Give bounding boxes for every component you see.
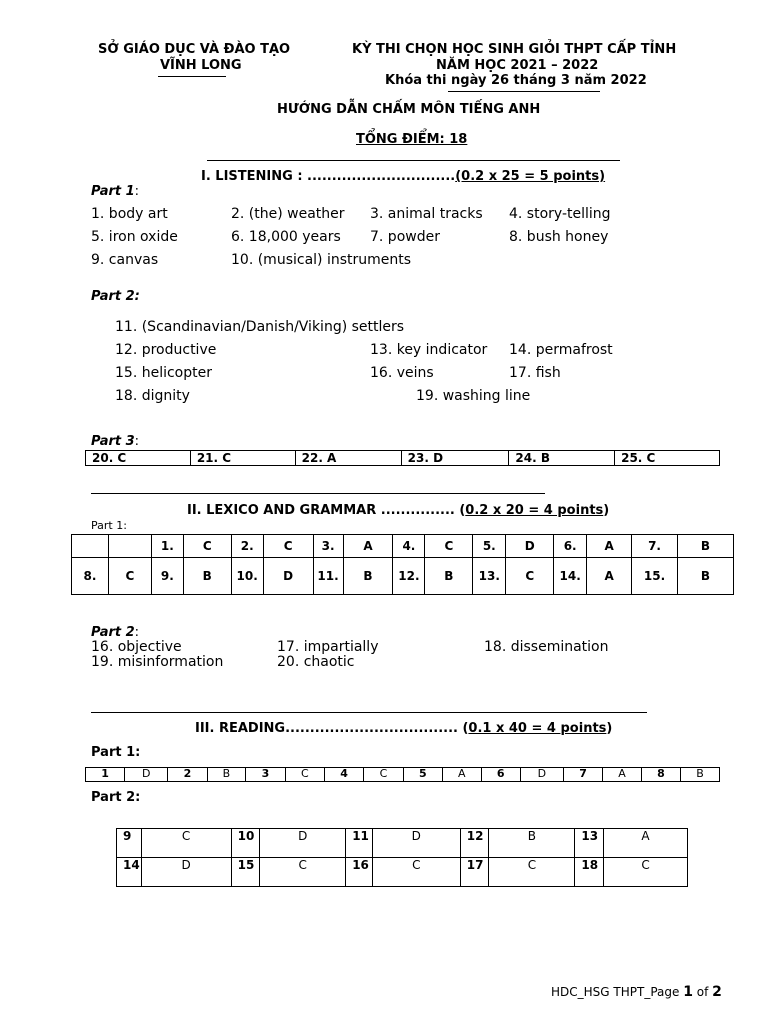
list-item: 9. canvas	[91, 252, 159, 268]
reading-part1-label: Part 1:	[91, 745, 141, 760]
answer-cell: C	[489, 858, 575, 887]
answer-cell: D	[263, 558, 313, 595]
listening-part1-label: Part 1:	[91, 184, 140, 199]
answer-cell: 4.	[393, 535, 425, 558]
school-year: NĂM HỌC 2021 – 2022	[436, 58, 599, 73]
answer-cell: 10	[231, 829, 260, 858]
list-item: 17. impartially	[277, 639, 379, 655]
answer-cell: C	[604, 858, 688, 887]
list-item: 19. misinformation	[91, 654, 224, 670]
list-item: 12. productive	[115, 342, 217, 358]
province-name: VĨNH LONG	[160, 58, 242, 73]
list-item: 5. iron oxide	[91, 229, 178, 245]
page-footer: HDC_HSG THPT_Page 1 of 2	[551, 984, 722, 1000]
lexico-points: 0.2 x 20 = 4 points	[465, 503, 604, 518]
answer-cell: 24. B	[509, 451, 615, 466]
table-row	[117, 829, 688, 858]
answer-cell: C	[263, 535, 313, 558]
table-row	[117, 858, 688, 887]
answer-cell: C	[141, 829, 231, 858]
answer-cell: C	[183, 535, 231, 558]
answer-cell: 6	[481, 768, 520, 782]
answer-cell: 12	[460, 829, 489, 858]
answer-cell: D	[520, 768, 563, 782]
lexico-heading-label: II. LEXICO AND GRAMMAR ............... (	[187, 503, 466, 518]
reading-part1-table	[85, 767, 720, 782]
answer-cell: B	[489, 829, 575, 858]
reading-heading-label: III. READING................................... (	[195, 721, 469, 736]
answer-cell: 2	[168, 768, 207, 782]
answer-cell: 6.	[554, 535, 587, 558]
listening-heading	[201, 169, 605, 184]
answer-cell: A	[442, 768, 481, 782]
table-row	[86, 768, 720, 782]
listening-points: (0.2 x 25 = 5 points)	[455, 169, 606, 184]
table-row	[72, 558, 734, 595]
table-row	[72, 535, 734, 558]
answer-cell: 23. D	[401, 451, 509, 466]
answer-cell: D	[372, 829, 460, 858]
answer-cell: 7.	[632, 535, 678, 558]
answer-cell: C	[260, 858, 346, 887]
answer-cell: 21. C	[190, 451, 295, 466]
list-item: 10. (musical) instruments	[231, 252, 412, 268]
divider-listening	[91, 493, 545, 494]
answer-cell: B	[207, 768, 246, 782]
answer-cell: 14	[117, 858, 142, 887]
list-item: 14. permafrost	[509, 342, 613, 358]
lexico-part2-label: Part 2:	[91, 625, 140, 640]
listening-part3-label: Part 3:	[91, 434, 140, 449]
province-underline	[158, 76, 226, 77]
table-row	[86, 451, 720, 466]
answer-cell: B	[343, 558, 393, 595]
list-item: 6. 18,000 years	[231, 229, 341, 245]
list-item: 3. animal tracks	[370, 206, 483, 222]
answer-cell: 22. A	[295, 451, 401, 466]
answer-cell: 11	[346, 829, 373, 858]
list-item: 1. body art	[91, 206, 168, 222]
answer-cell: 25. C	[615, 451, 720, 466]
answer-cell: C	[108, 558, 151, 595]
answer-cell: 5	[403, 768, 442, 782]
reading-heading: III. READING................................... (0.1 x 40 = 4 points)	[195, 721, 613, 736]
divider-lexico	[91, 712, 647, 713]
footer-label: HDC_HSG THPT_Page	[551, 985, 684, 999]
answer-cell: B	[681, 768, 720, 782]
answer-cell	[108, 535, 151, 558]
answer-cell: 8	[641, 768, 680, 782]
page-number: 1	[683, 984, 693, 1000]
divider-top	[207, 160, 620, 161]
answer-cell: C	[285, 768, 324, 782]
list-item: 19. washing line	[416, 388, 531, 404]
answer-cell: 15	[231, 858, 260, 887]
list-item: 17. fish	[509, 365, 561, 381]
answer-cell: 9.	[151, 558, 183, 595]
department-name: SỞ GIÁO DỤC VÀ ĐÀO TẠO	[98, 42, 291, 57]
answer-cell: 7	[563, 768, 602, 782]
list-item: 18. dignity	[115, 388, 190, 404]
answer-cell: B	[425, 558, 473, 595]
listening-part3-table	[85, 450, 720, 466]
answer-cell: A	[343, 535, 393, 558]
answer-cell: 12.	[393, 558, 425, 595]
answer-cell: 2.	[231, 535, 263, 558]
document-title: HƯỚNG DẪN CHẤM MÔN TIẾNG ANH	[277, 102, 541, 117]
list-item: 11. (Scandinavian/Danish/Viking) settlers	[115, 319, 405, 335]
answer-cell: 1	[86, 768, 125, 782]
answer-cell: A	[603, 768, 642, 782]
answer-cell: D	[260, 829, 346, 858]
answer-cell: 3.	[313, 535, 343, 558]
answer-cell	[72, 535, 109, 558]
list-item: 16. veins	[370, 365, 434, 381]
list-item: 7. powder	[370, 229, 440, 245]
list-item: 4. story-telling	[509, 206, 611, 222]
answer-cell: C	[425, 535, 473, 558]
answer-cell: 14.	[554, 558, 587, 595]
answer-cell: D	[506, 535, 554, 558]
lexico-part1-table	[71, 534, 734, 595]
list-item: 8. bush honey	[509, 229, 609, 245]
list-item: 2. (the) weather	[231, 206, 345, 222]
answer-cell: 3	[246, 768, 285, 782]
list-item: 18. dissemination	[484, 639, 609, 655]
answer-cell: 10.	[231, 558, 263, 595]
answer-cell: 13	[575, 829, 604, 858]
answer-cell: 16	[346, 858, 373, 887]
answer-cell: 1.	[151, 535, 183, 558]
answer-cell: D	[125, 768, 168, 782]
answer-cell: 15.	[632, 558, 678, 595]
page-total: 2	[712, 984, 722, 1000]
exam-date: Khóa thi ngày 26 tháng 3 năm 2022	[385, 73, 647, 88]
answer-cell: 20. C	[86, 451, 191, 466]
answer-cell: B	[678, 558, 734, 595]
lexico-part1-label: Part 1:	[91, 519, 127, 532]
list-item: 16. objective	[91, 639, 182, 655]
total-points: TỔNG ĐIỂM: 18	[356, 132, 468, 147]
answer-cell: 8.	[72, 558, 109, 595]
reading-points: 0.1 x 40 = 4 points	[468, 721, 607, 736]
list-item: 15. helicopter	[115, 365, 212, 381]
answer-cell: D	[141, 858, 231, 887]
exam-title: KỲ THI CHỌN HỌC SINH GIỎI THPT CẤP TỈNH	[352, 42, 677, 57]
answer-cell: B	[183, 558, 231, 595]
exam-date-underline	[448, 91, 600, 92]
answer-cell: 4	[324, 768, 363, 782]
answer-cell: B	[678, 535, 734, 558]
answer-cell: C	[506, 558, 554, 595]
answer-cell: 9	[117, 829, 142, 858]
listening-heading-label: I. LISTENING : ..............................	[201, 169, 456, 184]
reading-part2-label: Part 2:	[91, 790, 141, 805]
answer-cell: 18	[575, 858, 604, 887]
lexico-heading: II. LEXICO AND GRAMMAR ............... (0.2 x 20 = 4 points)	[187, 503, 610, 518]
answer-cell: A	[604, 829, 688, 858]
answer-cell: A	[587, 535, 632, 558]
answer-cell: 17	[460, 858, 489, 887]
reading-part2-table	[116, 828, 688, 887]
list-item: 13. key indicator	[370, 342, 488, 358]
answer-cell: 5.	[473, 535, 506, 558]
answer-cell: A	[587, 558, 632, 595]
answer-cell: C	[372, 858, 460, 887]
answer-cell: C	[364, 768, 403, 782]
list-item: 20. chaotic	[277, 654, 355, 670]
answer-cell: 11.	[313, 558, 343, 595]
answer-cell: 13.	[473, 558, 506, 595]
listening-part2-label: Part 2:	[91, 289, 140, 304]
